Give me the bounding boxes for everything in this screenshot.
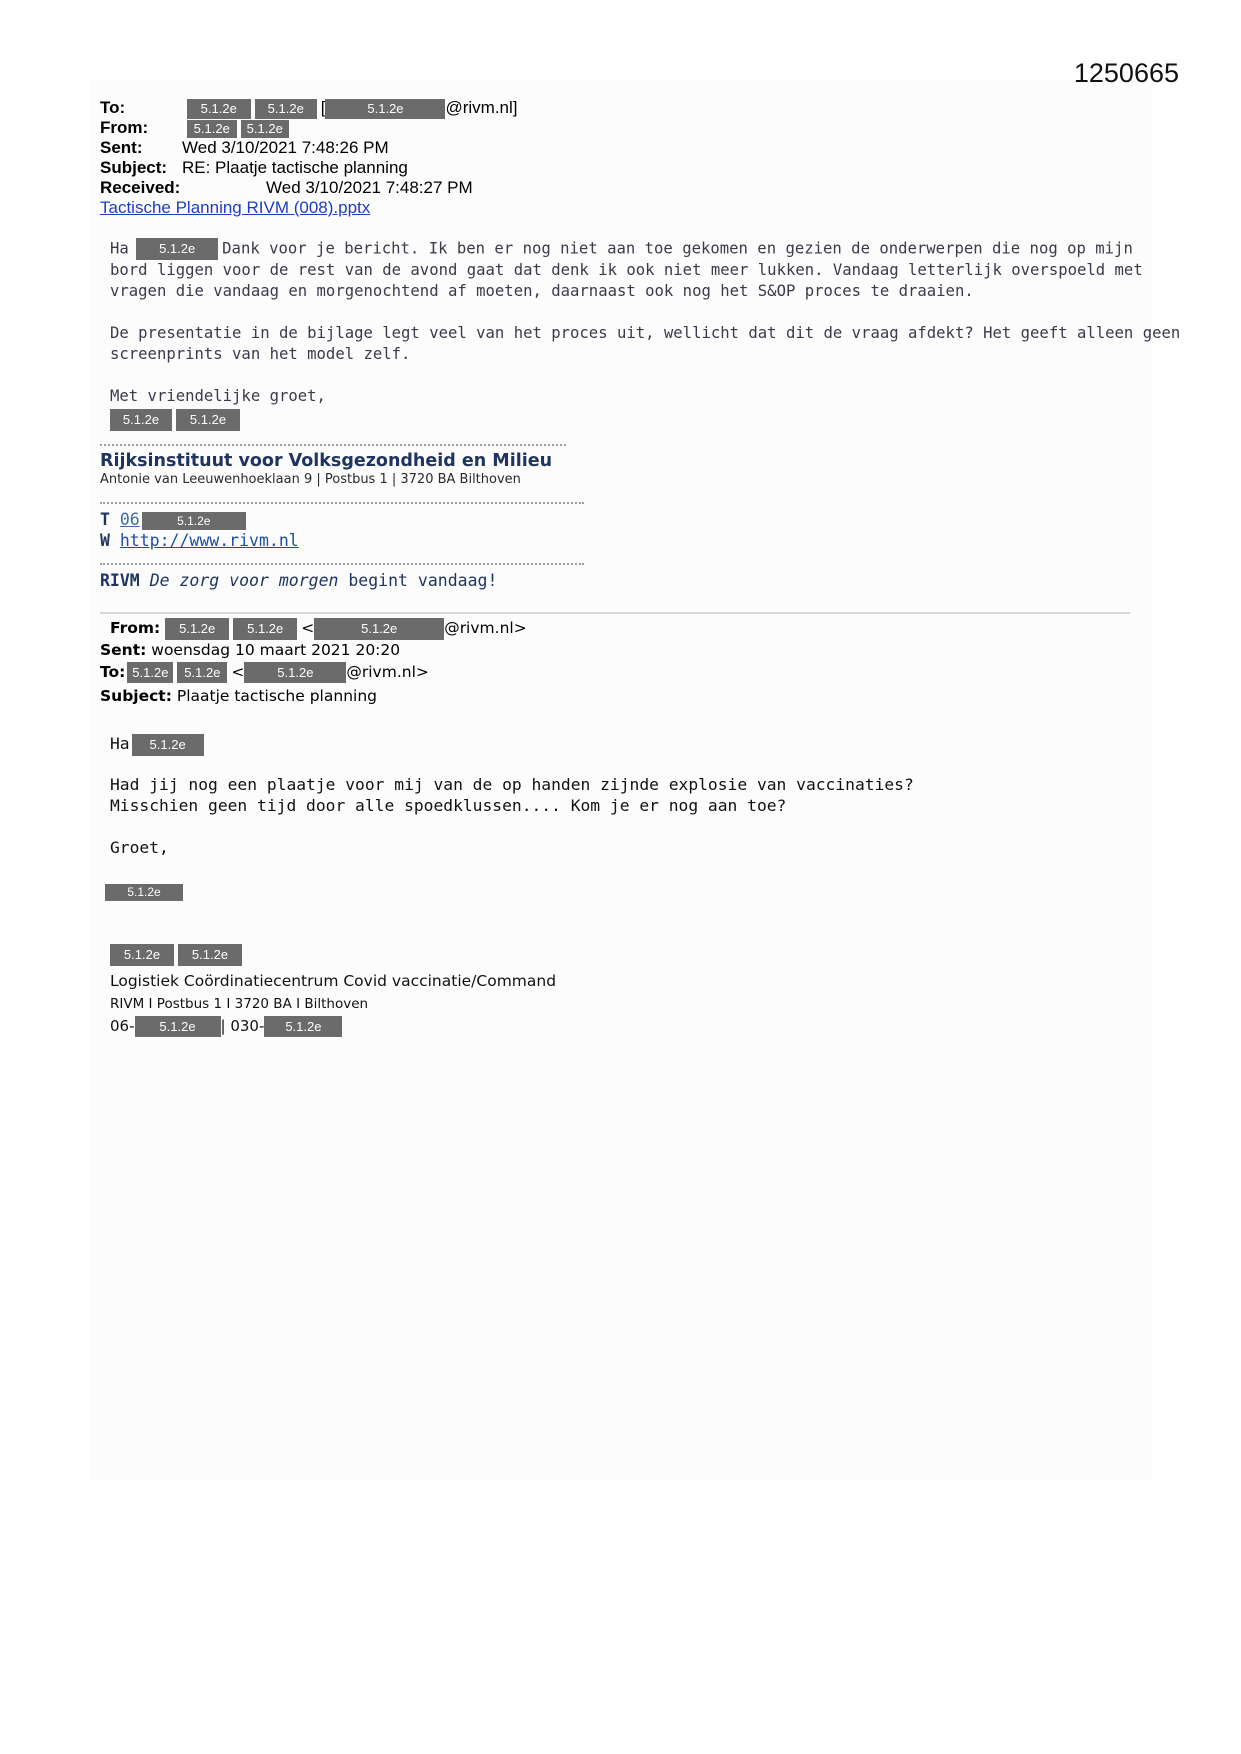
signature-org: Rijksinstituut voor Volksgezondheid en Milieu xyxy=(100,451,553,471)
original-to-label: To: xyxy=(100,663,126,681)
signature-divider xyxy=(100,563,584,565)
signature-divider xyxy=(100,444,566,446)
redaction: 5.1.2e xyxy=(233,618,297,640)
original-closing: Groet, xyxy=(110,838,169,857)
original-sig-phones xyxy=(110,1016,346,1037)
redaction: 5.1.2e xyxy=(314,618,444,640)
original-to-domain: @rivm.nl> xyxy=(346,663,429,681)
to-bracket: [ xyxy=(320,98,326,117)
signature-slogan xyxy=(100,570,497,591)
received-value: Wed 3/10/2021 7:48:27 PM xyxy=(266,178,473,197)
original-sender-name xyxy=(105,884,187,902)
web-label: W xyxy=(100,531,110,550)
redaction: 5.1.2e xyxy=(110,409,172,431)
slogan-org: RIVM xyxy=(100,571,140,590)
redaction: 5.1.2e xyxy=(110,944,174,966)
subject-value: RE: Plaatje tactische planning xyxy=(182,158,408,177)
reply-line-3: vragen die vandaag en morgenochtend af moeten, daarnaast ook nog het S&OP proces te draaien. xyxy=(110,282,974,300)
web-link[interactable]: http://www.rivm.nl xyxy=(119,531,299,550)
redaction: 5.1.2e xyxy=(136,238,218,260)
document-id: 1250665 xyxy=(1073,58,1179,88)
redaction: 5.1.2e xyxy=(176,409,240,431)
reply-sender-name xyxy=(110,409,1130,431)
redaction: 5.1.2e xyxy=(135,1016,221,1037)
original-greeting: Ha xyxy=(110,734,130,753)
signature-web-row xyxy=(100,530,299,551)
original-subject-label: Subject: xyxy=(100,687,172,705)
slogan-rest: begint vandaag! xyxy=(348,571,498,590)
to-domain: @rivm.nl] xyxy=(445,98,518,117)
original-from-lt: < xyxy=(301,619,315,637)
redaction: 5.1.2e xyxy=(178,944,242,966)
redaction: 5.1.2e xyxy=(165,618,229,640)
redaction: 5.1.2e xyxy=(264,1016,342,1037)
original-sent-label: Sent: xyxy=(100,641,147,659)
original-greeting-row xyxy=(110,733,208,756)
mobile-prefix: 06- xyxy=(110,1017,135,1035)
redaction: 5.1.2e xyxy=(244,662,346,683)
header-subject-row xyxy=(100,158,408,178)
received-label: Received: xyxy=(100,178,181,197)
signature-divider xyxy=(100,502,584,504)
original-sig-name xyxy=(110,944,246,966)
to-label: To: xyxy=(100,98,126,117)
redaction: 5.1.2e xyxy=(142,512,246,530)
original-from-row xyxy=(110,616,527,640)
reply-body xyxy=(110,238,1181,431)
original-sig-address: RIVM I Postbus 1 I 3720 BA I Bilthoven xyxy=(110,996,369,1012)
from-label: From: xyxy=(100,118,149,137)
original-subject-value: Plaatje tactische planning xyxy=(176,687,377,705)
header-sent-row xyxy=(100,138,389,158)
phone-label: T xyxy=(100,510,110,529)
redaction: 5.1.2e xyxy=(132,734,204,756)
signature-address: Antonie van Leeuwenhoeklaan 9 | Postbus 1 | 3720 BA Bilthoven xyxy=(100,472,521,487)
header-to-row xyxy=(100,98,518,119)
redaction: 5.1.2e xyxy=(127,662,173,683)
reply-line-5: screenprints van het model zelf. xyxy=(110,345,411,363)
original-from-domain: @rivm.nl> xyxy=(444,619,527,637)
redaction: 5.1.2e xyxy=(105,884,183,901)
office-prefix: 030- xyxy=(230,1017,265,1035)
redaction: 5.1.2e xyxy=(187,99,251,119)
reply-line-2: bord liggen voor de rest van de avond gaat dat denk ik ook niet meer lukken. Vandaag letterlijk overspoeld met xyxy=(110,261,1143,279)
original-sent-row xyxy=(100,641,400,659)
signature-phone-row xyxy=(100,509,250,530)
attachment-link[interactable]: Tactische Planning RIVM (008).pptx xyxy=(100,198,371,217)
redaction: 5.1.2e xyxy=(255,99,317,119)
sent-label: Sent: xyxy=(100,138,143,157)
original-sent-value: woensdag 10 maart 2021 20:20 xyxy=(151,641,401,659)
original-line-1: Had jij nog een plaatje voor mij van de op handen zijnde explosie van vaccinaties? xyxy=(110,775,914,794)
reply-greeting: Ha xyxy=(110,239,129,258)
subject-label: Subject: xyxy=(100,158,168,177)
redaction: 5.1.2e xyxy=(177,662,227,683)
quoted-divider xyxy=(100,612,1130,614)
header-from-row xyxy=(100,118,293,138)
redaction: 5.1.2e xyxy=(325,99,445,119)
reply-line-1: Dank voor je bericht. Ik ben er nog niet aan toe gekomen en gezien de onderwerpen die nog op mijn xyxy=(222,239,1133,258)
redaction: 5.1.2e xyxy=(241,120,289,138)
slogan-italic: De zorg voor morgen xyxy=(149,571,339,590)
header-received-row xyxy=(100,178,473,198)
original-body xyxy=(110,774,914,858)
original-to-row xyxy=(100,661,429,683)
original-from-label: From: xyxy=(110,619,161,637)
sent-value: Wed 3/10/2021 7:48:26 PM xyxy=(182,138,389,157)
redaction: 5.1.2e xyxy=(187,120,237,138)
reply-line-4: De presentatie in de bijlage legt veel van het proces uit, wellicht dat dit de vraag afdekt? Het geeft alleen geen xyxy=(110,324,1181,342)
original-sig-dept: Logistiek Coördinatiecentrum Covid vaccinatie/Command xyxy=(110,972,557,990)
original-to-lt: < xyxy=(231,663,245,681)
phone-separator: | xyxy=(220,1017,226,1035)
original-subject-row xyxy=(100,687,377,705)
attachment-row xyxy=(100,198,370,218)
reply-closing: Met vriendelijke groet, xyxy=(110,387,326,405)
reply-line xyxy=(110,238,1133,260)
phone-prefix[interactable]: 06 xyxy=(119,510,140,529)
original-line-2: Misschien geen tijd door alle spoedklussen.... Kom je er nog aan toe? xyxy=(110,796,787,815)
